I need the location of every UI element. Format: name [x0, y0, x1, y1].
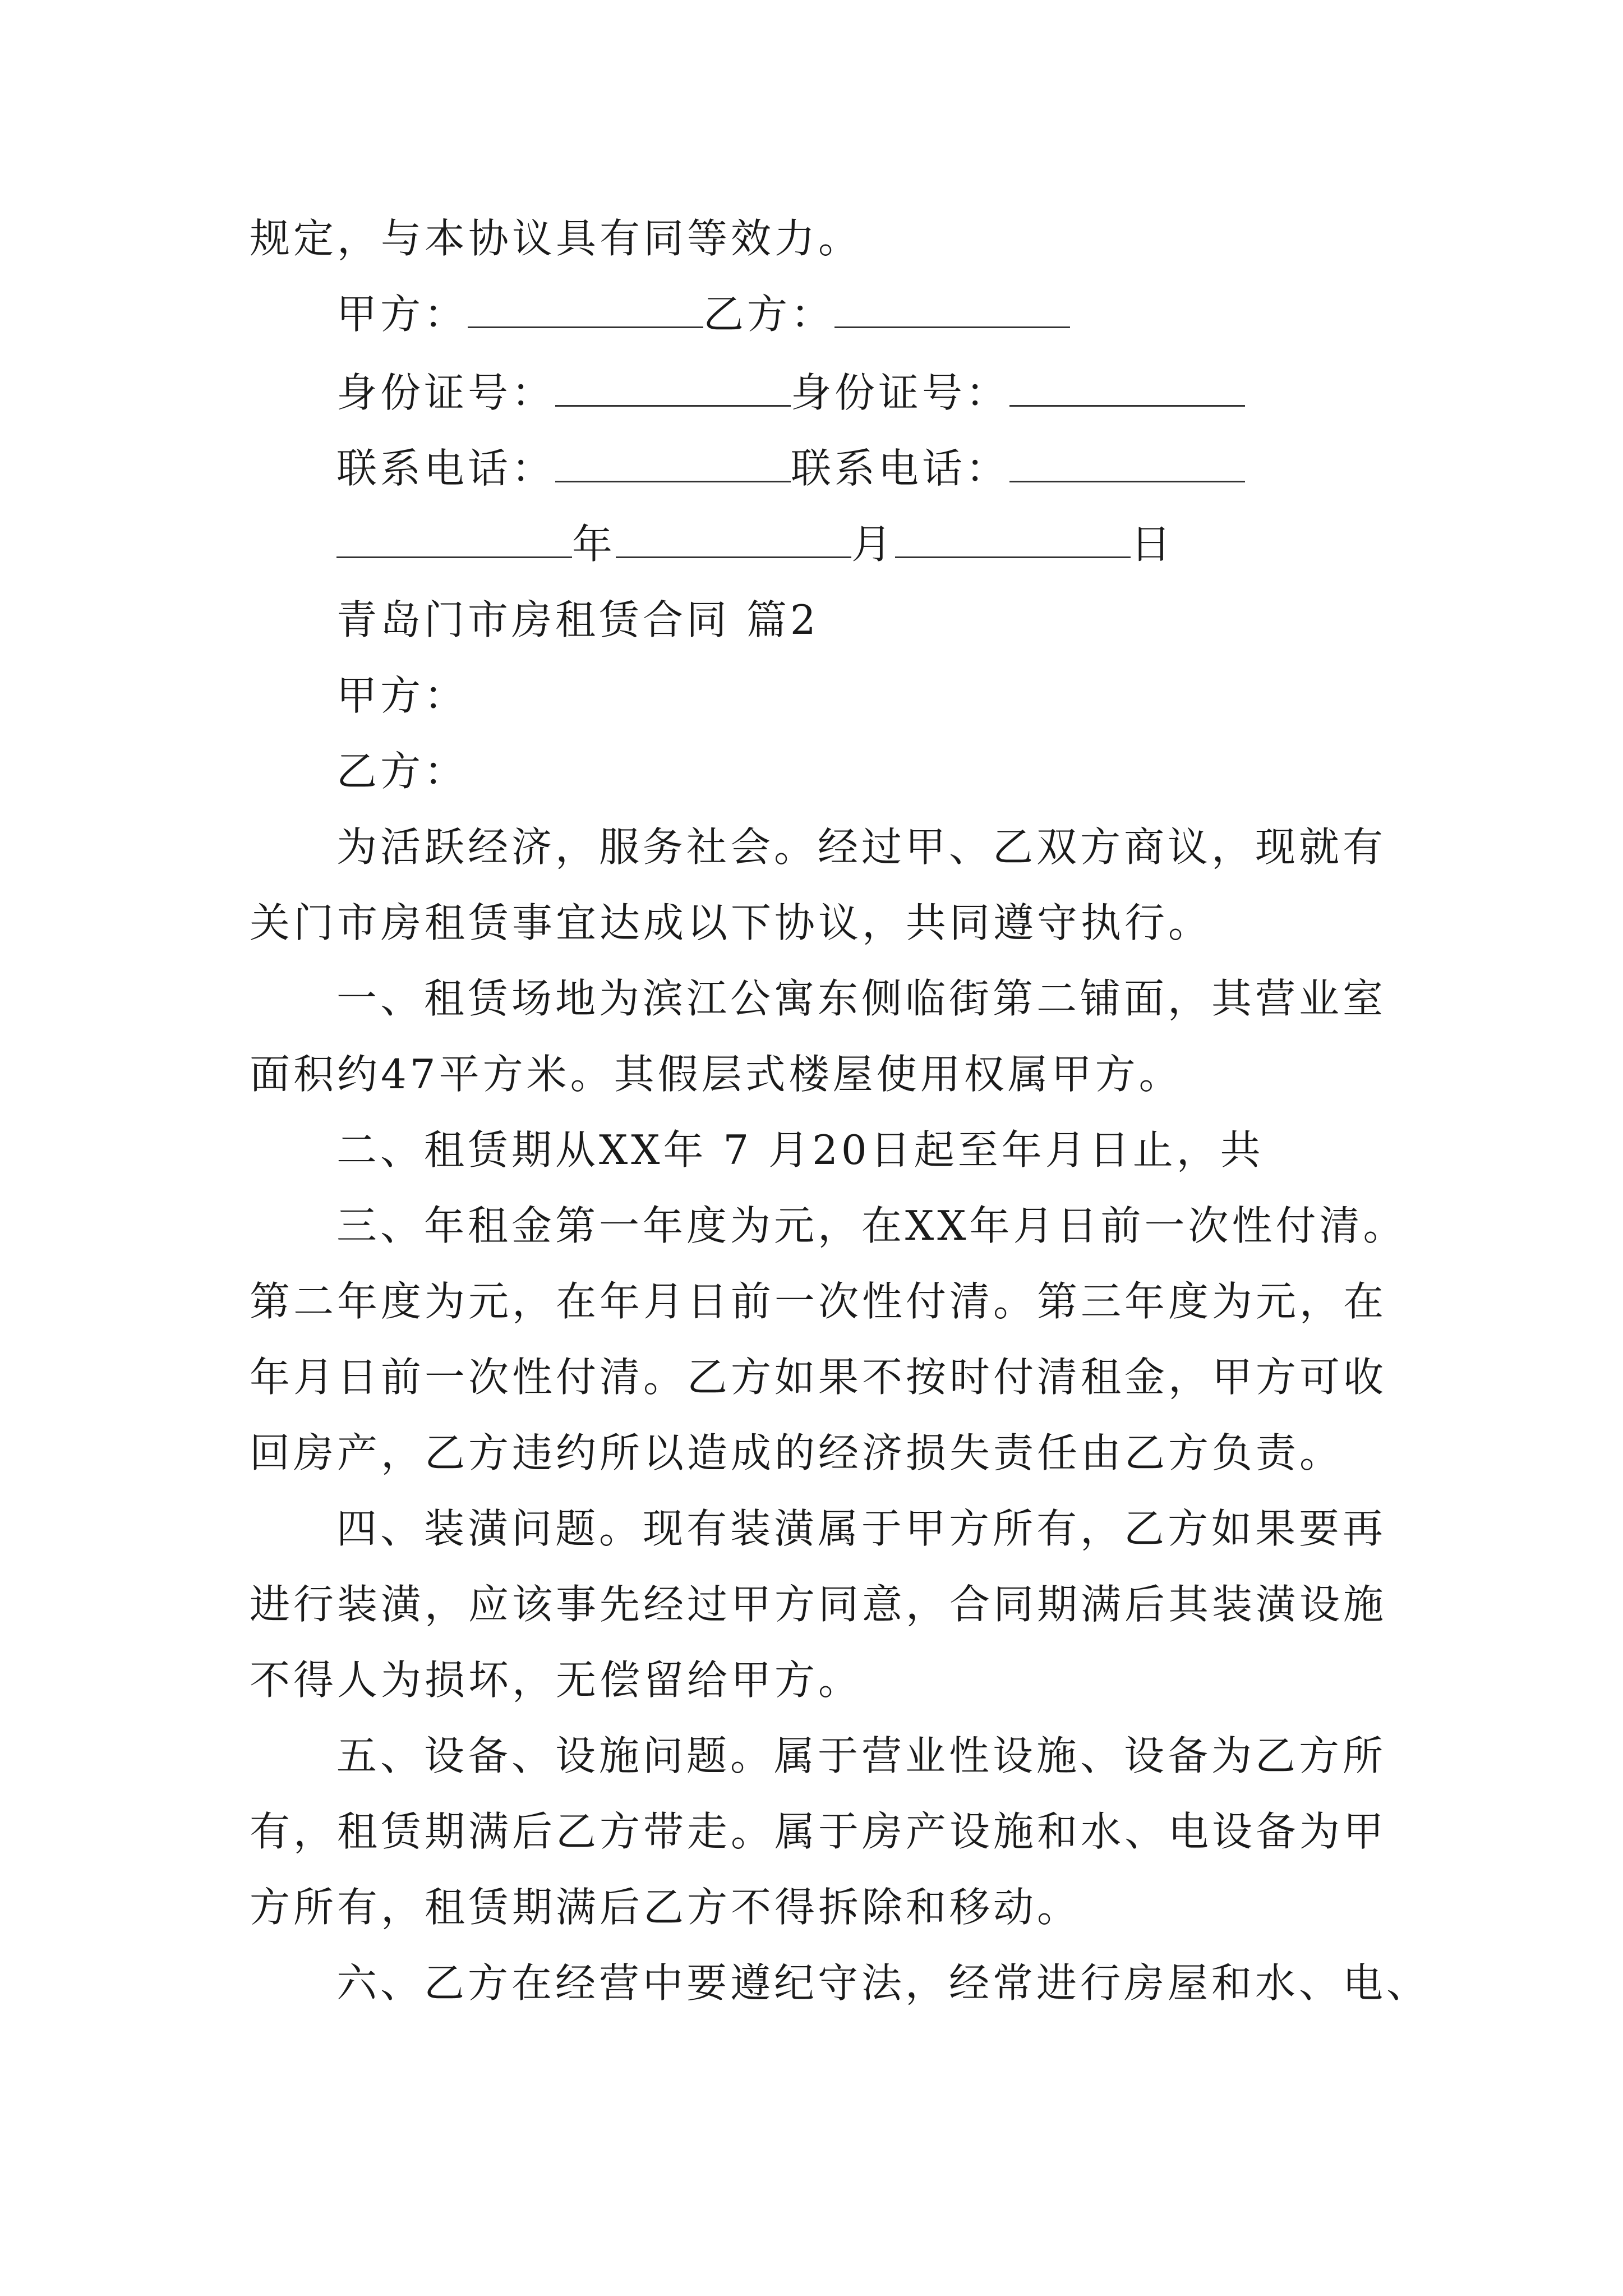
- text-line: 有，租赁期满后乙方带走。属于房产设施和水、电设备为甲: [250, 1808, 1387, 1855]
- clause-2: 二、租赁期从XX年 7 月20日起至年月日止，共: [336, 1126, 1264, 1174]
- text-line: 面积约47平方米。其假层式楼屋使用权属甲方。: [250, 1051, 1183, 1098]
- id-number-label-b: 身份证号：: [791, 369, 1010, 416]
- party-b-line: 乙方：: [336, 748, 468, 795]
- signature-line-party: [336, 286, 1475, 342]
- party-b-label: 乙方：: [703, 291, 835, 338]
- signature-line-id: [336, 365, 1475, 421]
- day-label: 日: [1131, 521, 1175, 568]
- id-number-blank-b: [1009, 370, 1245, 407]
- clause-3: 三、年租金第一年度为元，在XX年月日前一次性付清。: [336, 1202, 1407, 1249]
- month-blank: [616, 522, 851, 558]
- phone-blank-b: [1009, 446, 1245, 482]
- clause-4: 四、装潢问题。现有装潢属于甲方所有，乙方如果要再: [336, 1505, 1387, 1552]
- text-line: 不得人为损坏，无偿留给甲方。: [250, 1657, 863, 1704]
- text-line: 回房产，乙方违约所以造成的经济损失责任由乙方负责。: [250, 1429, 1344, 1476]
- id-number-blank-a: [555, 370, 791, 407]
- clause-6: 六、乙方在经营中要遵纪守法，经常进行房屋和水、电、: [336, 1959, 1431, 2007]
- clause-5: 五、设备、设施问题。属于营业性设施、设备为乙方所: [336, 1732, 1387, 1779]
- month-label: 月: [851, 521, 896, 568]
- year-blank: [336, 522, 572, 558]
- clause-1: 一、租赁场地为滨江公寓东侧临街第二铺面，其营业室: [336, 975, 1387, 1022]
- party-a-blank: [468, 292, 703, 328]
- year-label: 年: [572, 521, 616, 568]
- text-line: 为活跃经济，服务社会。经过甲、乙双方商议，现就有: [336, 823, 1387, 871]
- phone-blank-a: [555, 446, 791, 482]
- phone-label-b: 联系电话：: [791, 445, 1010, 492]
- text-line: 年月日前一次性付清。乙方如果不按时付清租金，甲方可收: [250, 1354, 1387, 1401]
- text-line: 进行装潢，应该事先经过甲方同意，合同期满后其装潢设施: [250, 1581, 1387, 1628]
- date-line: [336, 516, 1475, 572]
- text-line: 第二年度为元，在年月日前一次性付清。第三年度为元，在: [250, 1278, 1387, 1325]
- signature-line-phone: [336, 440, 1475, 496]
- day-blank: [895, 522, 1131, 558]
- text-line: 方所有，租赁期满后乙方不得拆除和移动。: [250, 1884, 1081, 1931]
- section-title: 青岛门市房租赁合同 篇2: [336, 596, 819, 643]
- party-a-line: 甲方：: [336, 672, 468, 719]
- text-line: 规定，与本协议具有同等效力。: [250, 215, 863, 262]
- phone-label-a: 联系电话：: [336, 445, 556, 492]
- party-a-label: 甲方：: [336, 291, 468, 338]
- id-number-label-a: 身份证号：: [336, 369, 556, 416]
- party-b-blank: [834, 292, 1070, 328]
- text-line: 关门市房租赁事宜达成以下协议，共同遵守执行。: [250, 899, 1212, 946]
